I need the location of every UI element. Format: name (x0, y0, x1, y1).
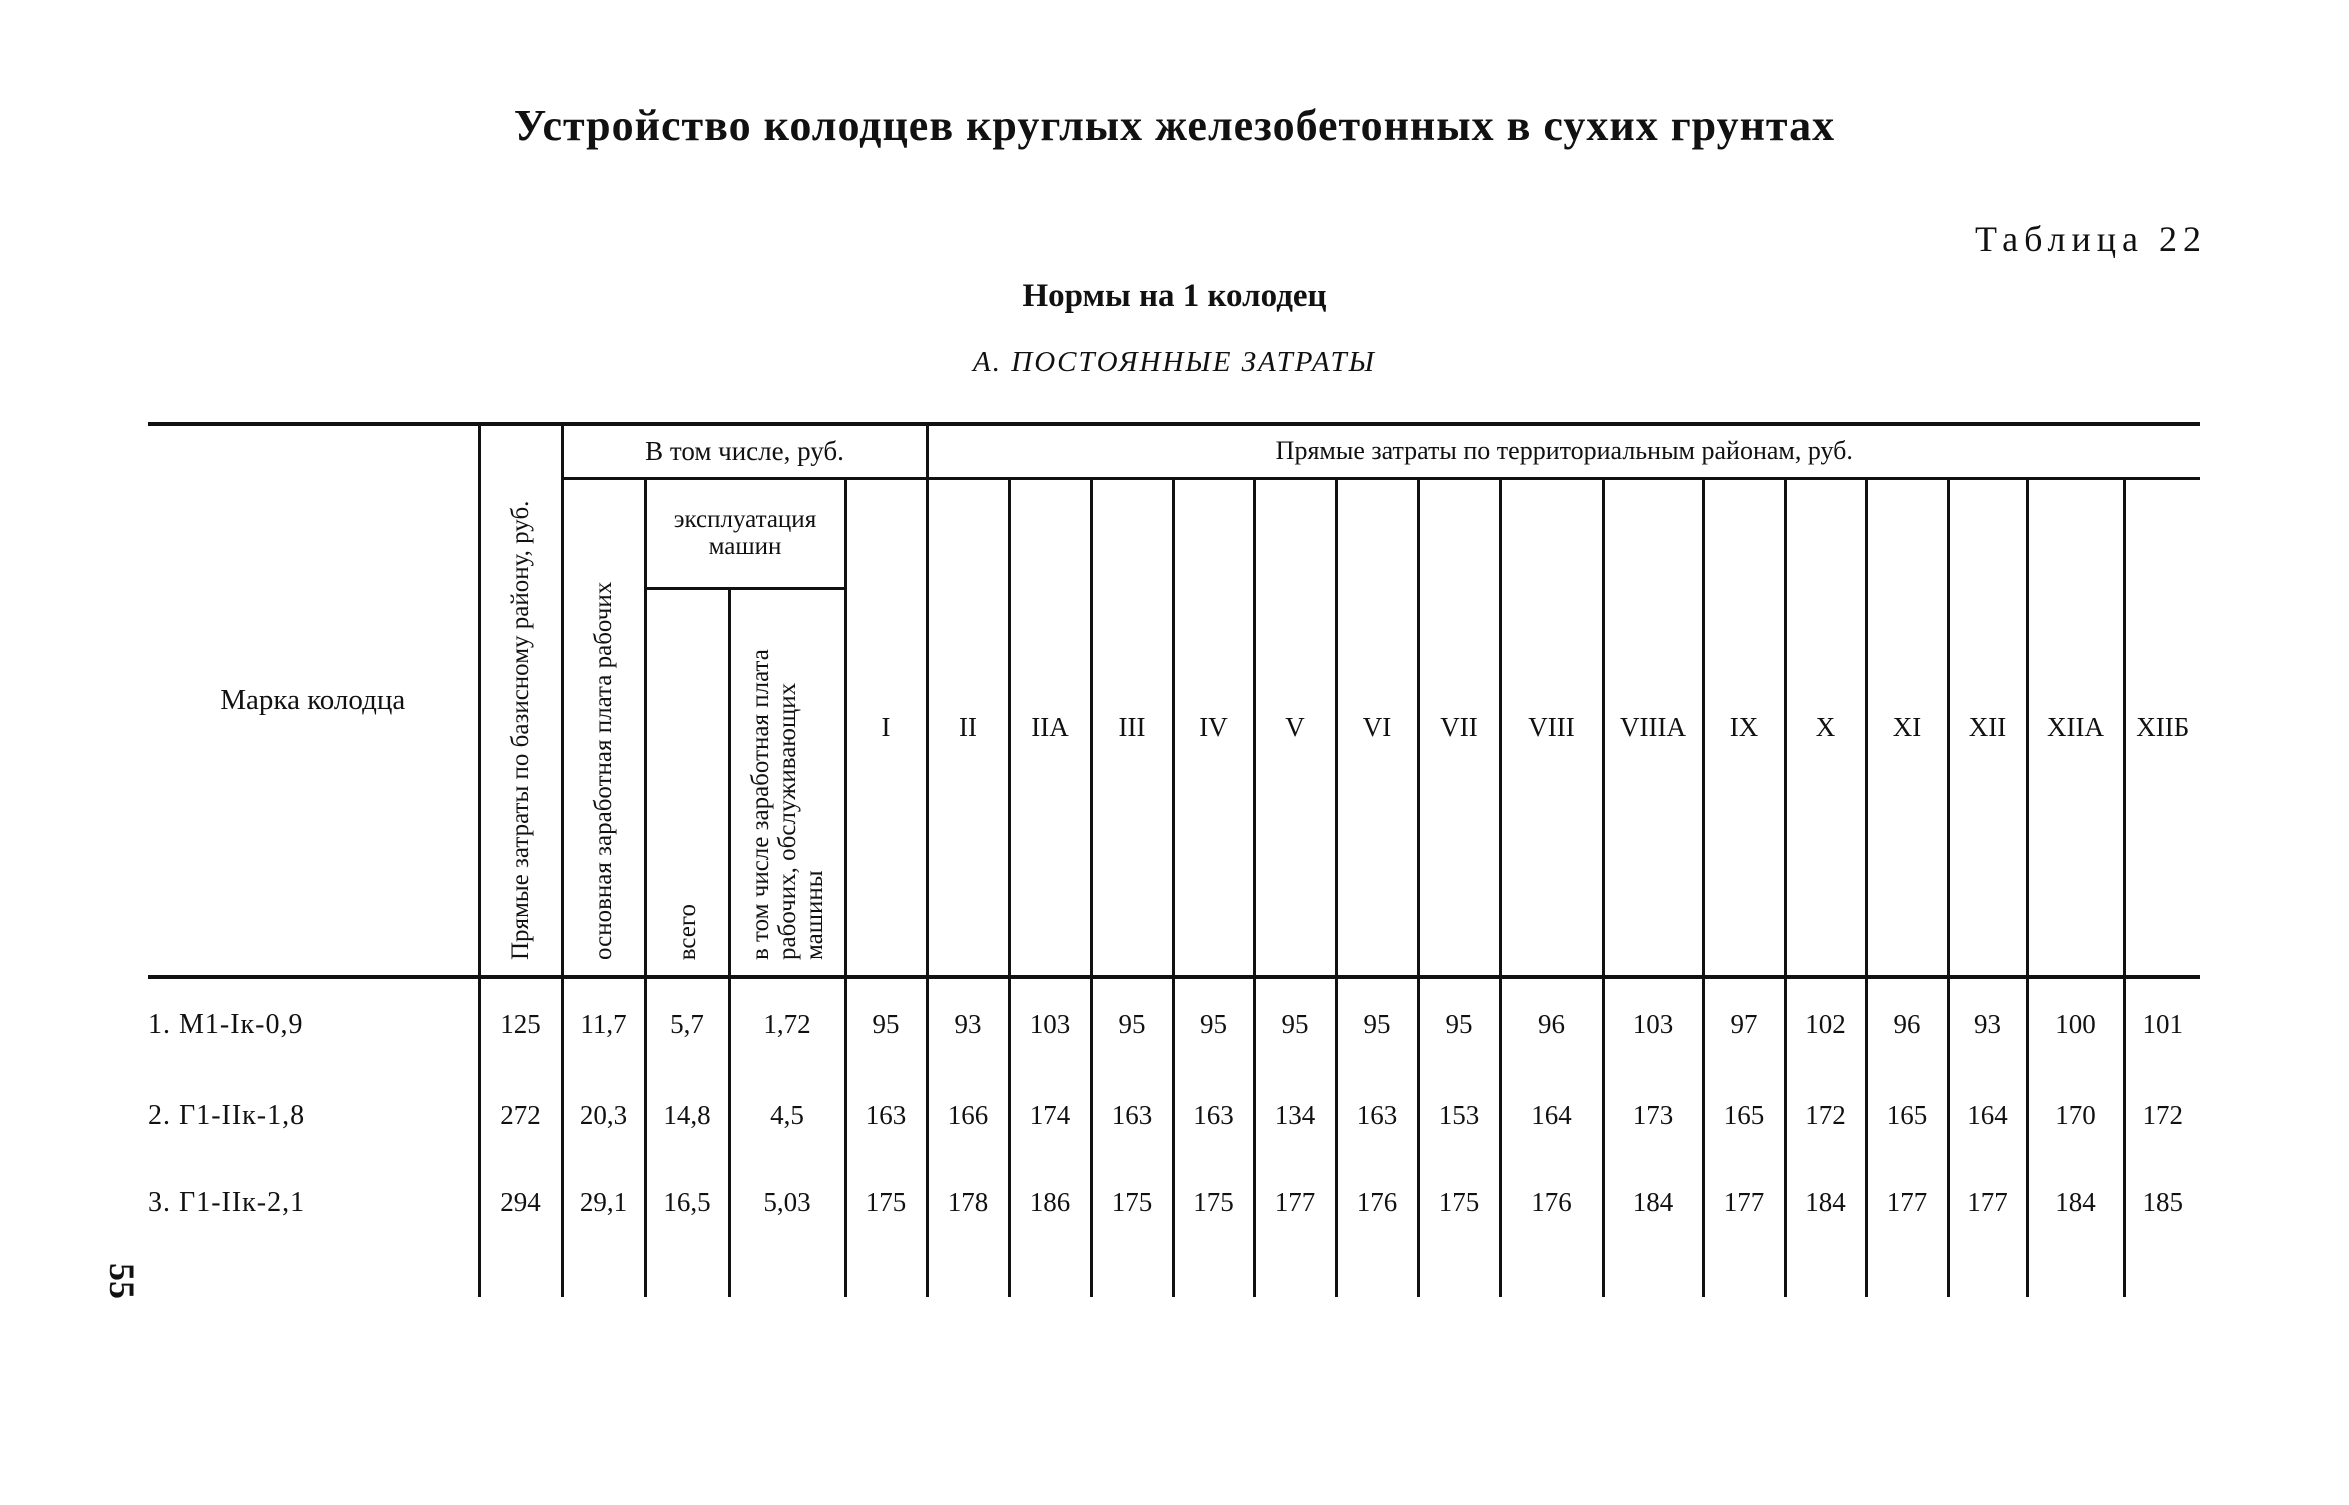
cell-machines-total: 16,5 (645, 1161, 729, 1297)
header-base-cost-text: Прямые затраты по базисному району, руб. (507, 500, 534, 960)
cell-district-IX: 165 (1703, 1070, 1785, 1161)
cell-district-XIIБ: 172 (2124, 1070, 2200, 1161)
cell-district-VIIIA: 173 (1603, 1070, 1703, 1161)
cell-district-VIII: 96 (1500, 977, 1603, 1070)
table-subtitle: Нормы на 1 колодец (1022, 278, 1327, 314)
norms-table (148, 422, 2200, 1297)
header-district-3: III (1091, 478, 1173, 977)
cell-district-II: 166 (927, 1070, 1009, 1161)
header-district-2: IIA (1009, 478, 1091, 977)
cell-district-IV: 95 (1173, 977, 1254, 1070)
cell-wages: 29,1 (562, 1161, 645, 1297)
header-district-9: VIIIA (1603, 478, 1703, 977)
header-district-12: XI (1866, 478, 1948, 977)
table-row (148, 1161, 2200, 1297)
cell-district-IIA: 174 (1009, 1070, 1091, 1161)
cell-district-I: 175 (845, 1161, 927, 1297)
header-district-6: VI (1336, 478, 1418, 977)
cell-district-XI: 165 (1866, 1070, 1948, 1161)
header-district-1: II (927, 478, 1009, 977)
cell-machines-wages: 5,03 (729, 1161, 845, 1297)
header-districts-title: Прямые затраты по территориальным районам, руб. (927, 424, 2200, 478)
cell-district-VII: 153 (1418, 1070, 1500, 1161)
cell-district-V: 177 (1254, 1161, 1336, 1297)
cell-district-XIIБ: 101 (2124, 977, 2200, 1070)
header-machines-wages (729, 588, 845, 977)
cell-district-IIA: 186 (1009, 1161, 1091, 1297)
row-mark: 2. Г1-IIк-1,8 (148, 1099, 306, 1131)
cell-district-VI: 163 (1336, 1070, 1418, 1161)
cell-machines-total: 14,8 (645, 1070, 729, 1161)
cell-district-XI: 177 (1866, 1161, 1948, 1297)
cell-district-VII: 95 (1418, 977, 1500, 1070)
header-district-7: VII (1418, 478, 1500, 977)
row-mark: 3. Г1-IIк-2,1 (148, 1187, 306, 1218)
cell-district-I: 95 (845, 977, 927, 1070)
cell-district-II: 93 (927, 977, 1009, 1070)
cell-district-VIII: 176 (1500, 1161, 1603, 1297)
table-row (148, 977, 2200, 1070)
cell-district-X: 172 (1785, 1070, 1866, 1161)
cell-district-XII: 93 (1948, 977, 2027, 1070)
cell-district-III: 95 (1091, 977, 1173, 1070)
cell-district-VII: 175 (1418, 1161, 1500, 1297)
cell-district-XIIA: 170 (2027, 1070, 2124, 1161)
cell-machines-wages: 1,72 (729, 977, 845, 1070)
page-number: 55 (102, 1263, 142, 1299)
header-machines-total-text: всего (673, 903, 701, 960)
cell-district-VIII: 164 (1500, 1070, 1603, 1161)
row-mark: 1. М1-Iк-0,9 (148, 1008, 304, 1040)
cell-district-XIIБ: 185 (2124, 1161, 2200, 1297)
cell-district-VIIIA: 103 (1603, 977, 1703, 1070)
cell-wages: 11,7 (562, 977, 645, 1070)
cell-district-VI: 176 (1336, 1161, 1418, 1297)
cell-district-VI: 95 (1336, 977, 1418, 1070)
cell-base-cost: 294 (479, 1161, 562, 1297)
table-label: Таблица 22 (1975, 219, 2207, 259)
cell-machines-wages: 4,5 (729, 1070, 845, 1161)
cell-district-IX: 177 (1703, 1161, 1785, 1297)
cell-district-X: 102 (1785, 977, 1866, 1070)
cell-district-II: 178 (927, 1161, 1009, 1297)
cell-district-III: 175 (1091, 1161, 1173, 1297)
cell-district-V: 95 (1254, 977, 1336, 1070)
cell-district-IIA: 103 (1009, 977, 1091, 1070)
header-district-15: XIIБ (2124, 478, 2200, 977)
header-district-13: XII (1948, 478, 2027, 977)
page-title: Устройство колодцев круглых железобетонных в сухих грунтах (513, 101, 1836, 150)
header-district-5: V (1254, 478, 1336, 977)
header-machines: эксплуатация машин (645, 478, 845, 588)
header-wages (562, 478, 645, 977)
cell-district-XIIA: 100 (2027, 977, 2124, 1070)
cell-district-IV: 163 (1173, 1070, 1254, 1161)
cell-district-XII: 177 (1948, 1161, 2027, 1297)
header-base-cost (479, 424, 562, 977)
header-district-14: XIIA (2027, 478, 2124, 977)
header-incl: В том числе, руб. (562, 424, 927, 478)
header-mark: Марка колодца (148, 424, 479, 977)
cell-district-III: 163 (1091, 1070, 1173, 1161)
header-district-0: I (845, 478, 927, 977)
cell-district-XIIA: 184 (2027, 1161, 2124, 1297)
header-machines-wages-text: в том числе заработная плата рабочих, обслуживающих машины (746, 649, 828, 960)
cell-district-IX: 97 (1703, 977, 1785, 1070)
cell-base-cost: 272 (479, 1070, 562, 1161)
cell-district-V: 134 (1254, 1070, 1336, 1161)
header-wages-text: основная заработная плата рабочих (590, 581, 617, 960)
cell-base-cost: 125 (479, 977, 562, 1070)
cell-district-X: 184 (1785, 1161, 1866, 1297)
cell-district-XI: 96 (1866, 977, 1948, 1070)
header-district-4: IV (1173, 478, 1254, 977)
cell-district-IV: 175 (1173, 1161, 1254, 1297)
section-title: А. ПОСТОЯННЫЕ ЗАТРАТЫ (973, 346, 1376, 378)
header-district-8: VIII (1500, 478, 1603, 977)
cell-district-VIIIA: 184 (1603, 1161, 1703, 1297)
header-district-11: X (1785, 478, 1866, 977)
cell-wages: 20,3 (562, 1070, 645, 1161)
table-row (148, 1070, 2200, 1161)
header-machines-total (645, 588, 729, 977)
cell-district-I: 163 (845, 1070, 927, 1161)
cell-machines-total: 5,7 (645, 977, 729, 1070)
header-district-10: IX (1703, 478, 1785, 977)
cell-district-XII: 164 (1948, 1070, 2027, 1161)
